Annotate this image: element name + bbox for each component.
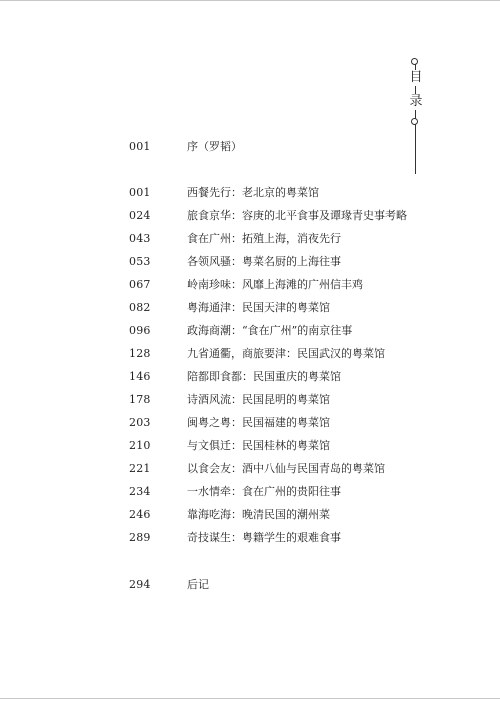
toc-entry-title: 奇技谋生：粤籍学生的艰难食事 [187, 531, 341, 544]
toc-page-number: 082 [129, 301, 151, 314]
toc-page-number: 221 [129, 462, 151, 475]
toc-page-number: 043 [129, 232, 151, 245]
toc-heading [407, 58, 425, 130]
toc-entry-title: 食在广州：拓殖上海，消夜先行 [187, 232, 341, 245]
toc-page-number: 053 [129, 255, 151, 268]
page-bottom-border [0, 698, 500, 699]
toc-entry-title: 陪都即食都：民国重庆的粤菜馆 [187, 370, 341, 383]
toc-page-number: 024 [129, 209, 151, 222]
toc-page-number: 146 [129, 370, 151, 383]
toc-page-number: 096 [129, 324, 151, 337]
toc-page-number: 178 [129, 393, 151, 406]
toc-page-number: 234 [129, 485, 151, 498]
toc-entry-title: 序（罗韬） [187, 140, 242, 153]
heading-top-ring-ornament [411, 58, 418, 65]
toc-entry-title: 与文俱迁：民国桂林的粤菜馆 [187, 439, 330, 452]
toc-page-number: 210 [129, 439, 151, 452]
toc-entry-title: 岭南珍味：风靡上海滩的广州信丰鸡 [187, 278, 363, 291]
toc-page-number: 128 [129, 347, 151, 360]
toc-page-number: 001 [129, 140, 151, 153]
toc-entry-title: 后记 [187, 578, 209, 591]
toc-entry-title: 粤海通津：民国天津的粤菜馆 [187, 301, 330, 314]
toc-entry-title: 旅食京华：容庚的北平食事及谭瑑青史事考略 [187, 209, 407, 222]
toc-entry-title: 各领风骚：粤菜名厨的上海往事 [187, 255, 341, 268]
toc-page-number: 246 [129, 508, 151, 521]
toc-entry-title: 政海商潮：“食在广州”的南京往事 [187, 324, 353, 337]
toc-page-number: 289 [129, 531, 151, 544]
toc-entry-title: 闽粤之粤：民国福建的粤菜馆 [187, 416, 330, 429]
heading-char-bottom: 录 [407, 94, 425, 110]
toc-page-number: 294 [129, 578, 151, 591]
toc-entry-title: 西餐先行：老北京的粤菜馆 [187, 186, 319, 199]
toc-page-number: 067 [129, 278, 151, 291]
toc-entry-title: 一水情牵：食在广州的贵阳往事 [187, 485, 341, 498]
toc-entry-title: 诗酒风流：民国昆明的粤菜馆 [187, 393, 330, 406]
toc-page-number: 203 [129, 416, 151, 429]
toc-entry-title: 以食会友：酒中八仙与民国青岛的粤菜馆 [187, 462, 385, 475]
page-top-border [0, 0, 500, 1]
heading-bottom-ring-ornament [411, 118, 418, 125]
toc-entry-title: 靠海吃海：晚清民国的潮州菜 [187, 508, 330, 521]
toc-entry-title: 九省通衢，商旅要津：民国武汉的粤菜馆 [187, 347, 385, 360]
heading-char-top: 目 [407, 70, 425, 86]
toc-page-number: 001 [129, 186, 151, 199]
